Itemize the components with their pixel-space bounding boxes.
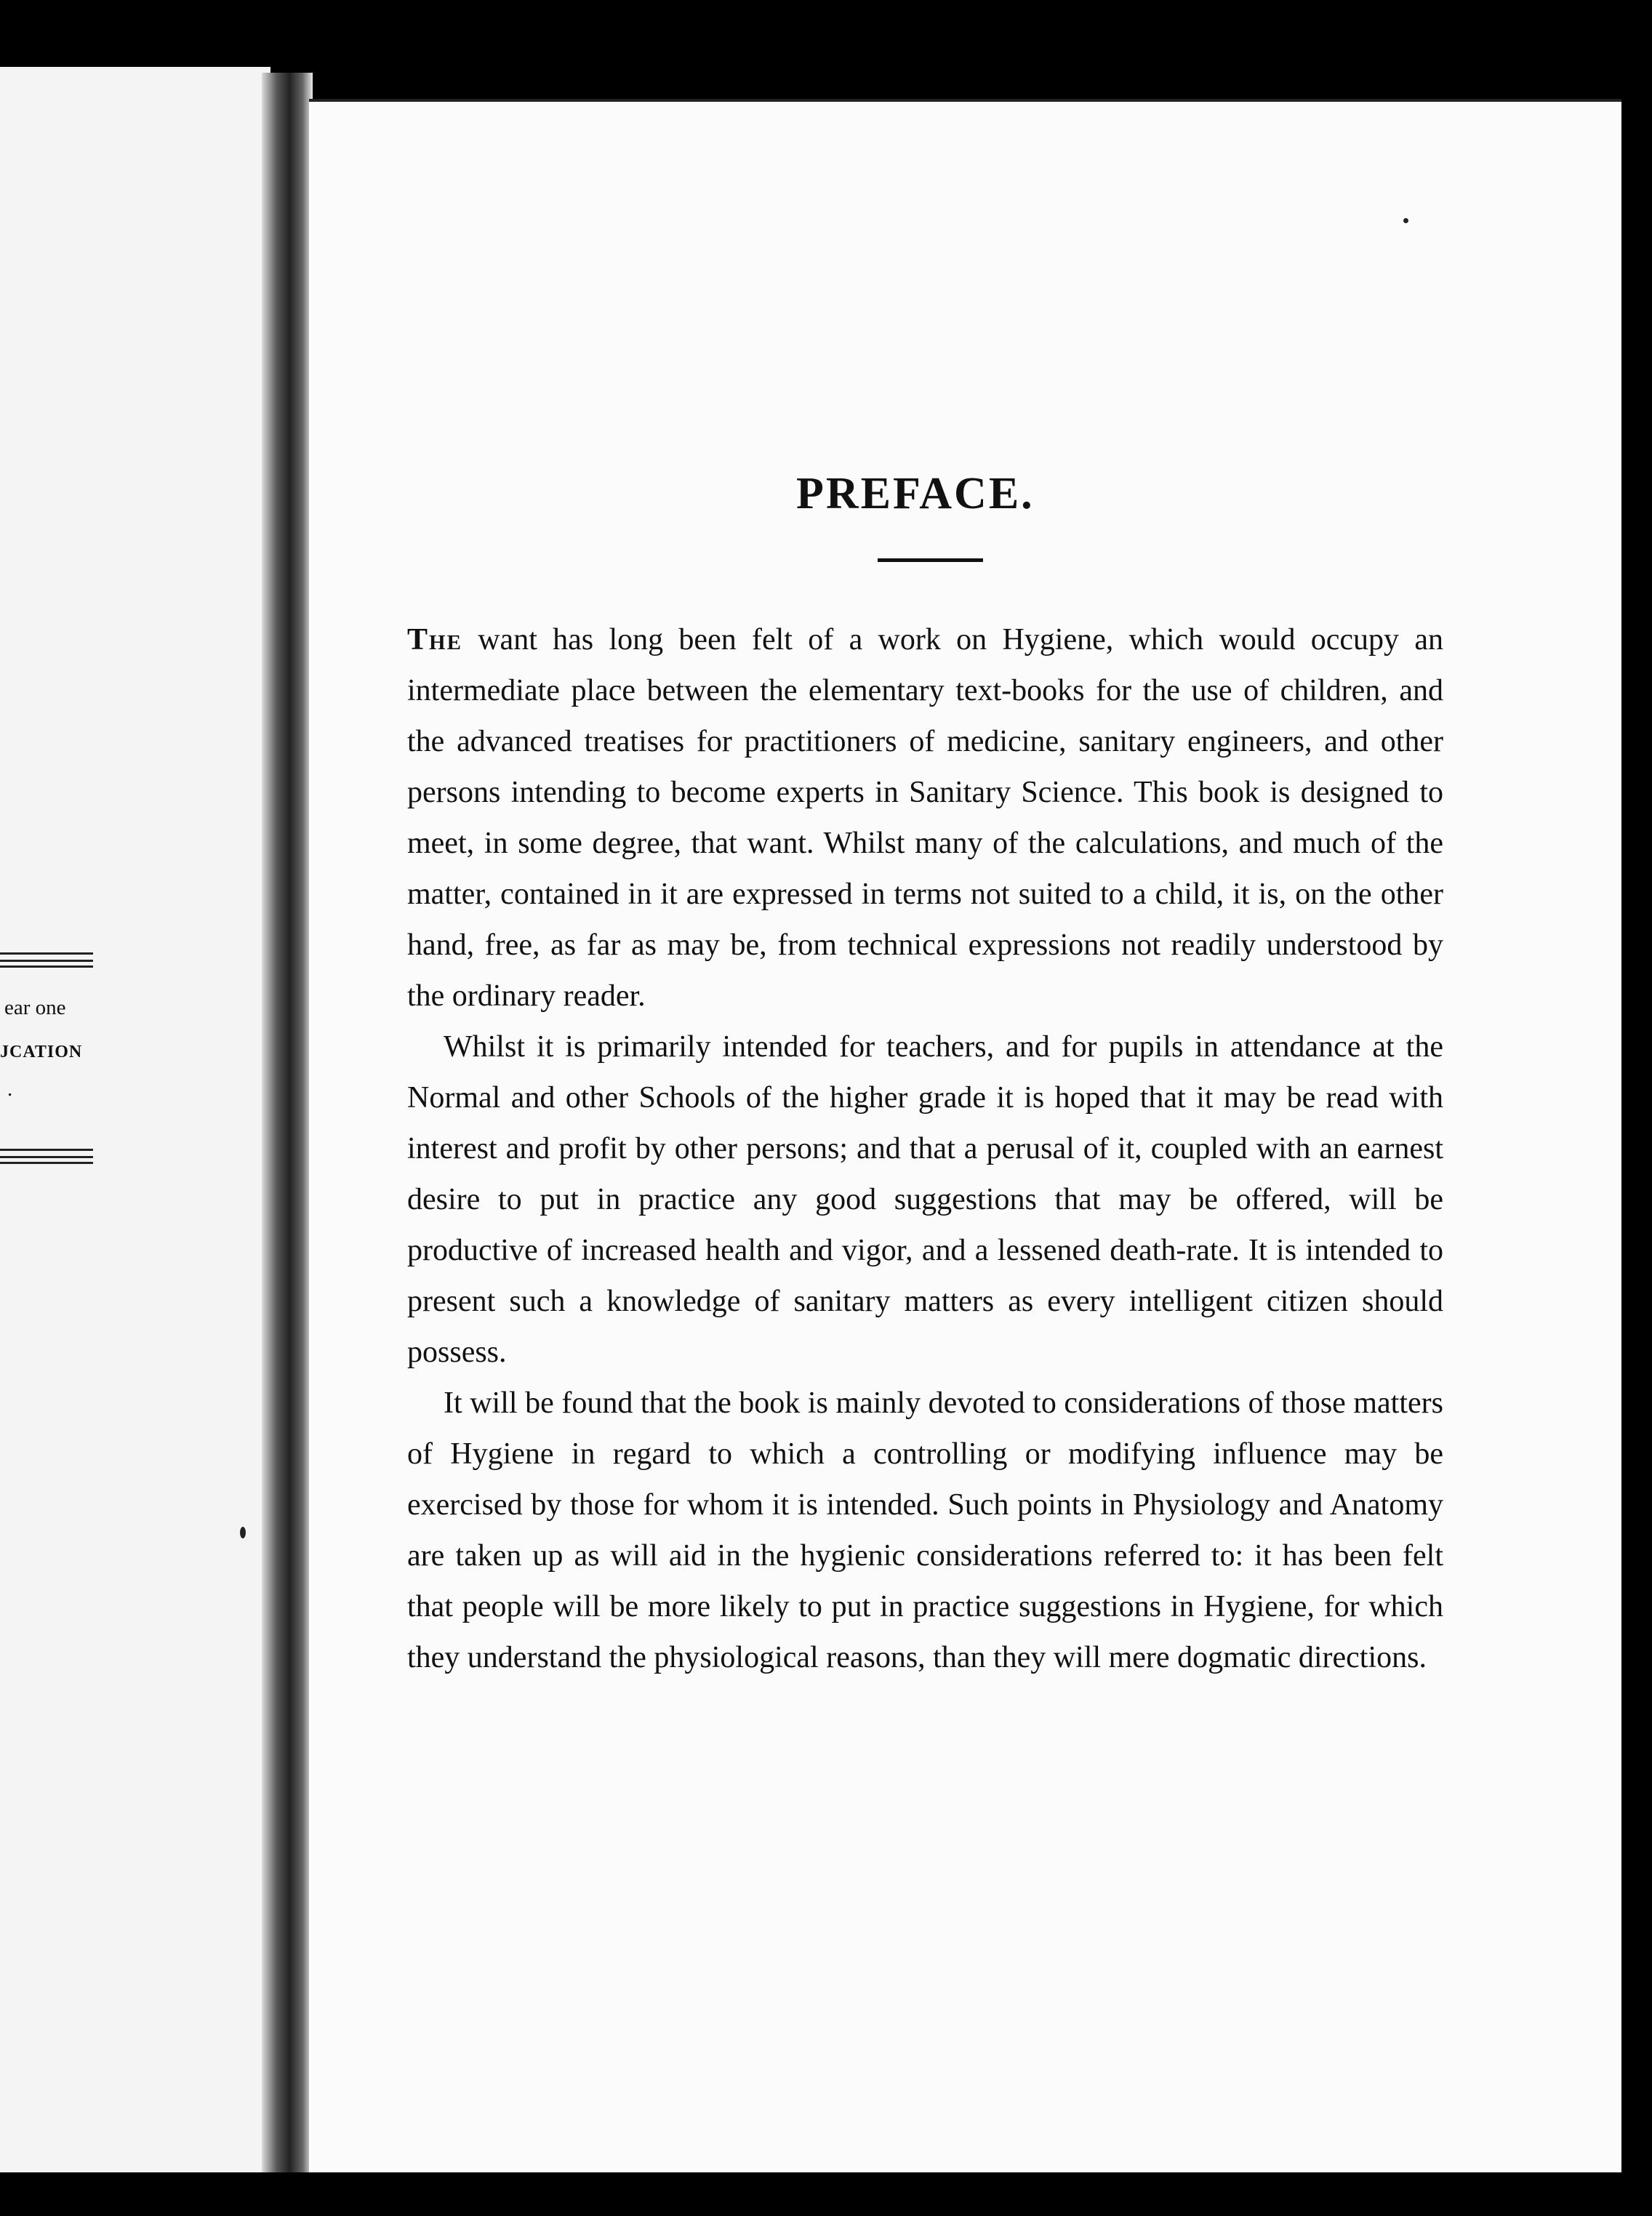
preface-paragraph-1 (407, 614, 1443, 1021)
page-speck (1403, 218, 1408, 223)
scan-border-right (1621, 0, 1652, 2216)
facing-page-text-fragment: JCATION (0, 1043, 83, 1061)
page-title: PREFACE. (796, 468, 1035, 518)
facing-page-rule (0, 952, 93, 955)
preface-body (407, 614, 1443, 1683)
scan-border-bottom (0, 2172, 1652, 2216)
facing-page-double-rule (0, 960, 93, 968)
facing-page-text-fragment: ear one (4, 996, 66, 1019)
facing-page-double-rule (0, 1156, 93, 1164)
book-gutter-shadow (262, 73, 313, 2174)
paragraph-text: want has long been felt of a work on Hygiene, which would occupy an intermediate place between the elementary text-books for the use of children, and the advanced treatises for practitioners of medicine, sanitary engineers, and other persons intending to become experts in Sanitary Science. This book is designed to meet, in some degree, that want. Whilst many of the calculations, and much of the matter, contained in it are expressed in terms not suited to a child, it is, on the other hand, free, as far as may be, from technical expressions not readily understood by the ordinary reader. (407, 623, 1443, 1013)
paragraph-lead-word: The (407, 623, 462, 657)
page-speck (240, 1527, 246, 1538)
preface-paragraph-2: Whilst it is primarily intended for teachers, and for pupils in attendance at the Normal and other Schools of the higher grade it is hoped that it may be read with interest and profit by other persons; and that a perusal of it, coupled with an earnest desire to put in practice any good suggestions that may be offered, will be productive of increased health and vigor, and a lessened death-rate. It is intended to present such a knowledge of sanitary matters as every intelligent citizen should possess. (407, 1030, 1443, 1369)
preface-paragraph-3: It will be found that the book is mainly devoted to considerations of those matters of Hygiene in regard to which a controlling or modifying influence may be exercised by those for whom it is intended. Such points in Physiology and Anatomy are taken up as will aid in the hygienic considerations referred to: it has been felt that people will be more likely to put in practice suggestions in Hygiene, for which they understand the physiological reasons, than they will mere dogmatic directions. (407, 1386, 1443, 1674)
facing-page-text-fragment: . (7, 1077, 13, 1101)
title-underline-rule (878, 558, 983, 562)
facing-page-rule (0, 1149, 93, 1151)
scan-border-top (0, 0, 1652, 73)
facing-page-left (0, 67, 270, 2175)
